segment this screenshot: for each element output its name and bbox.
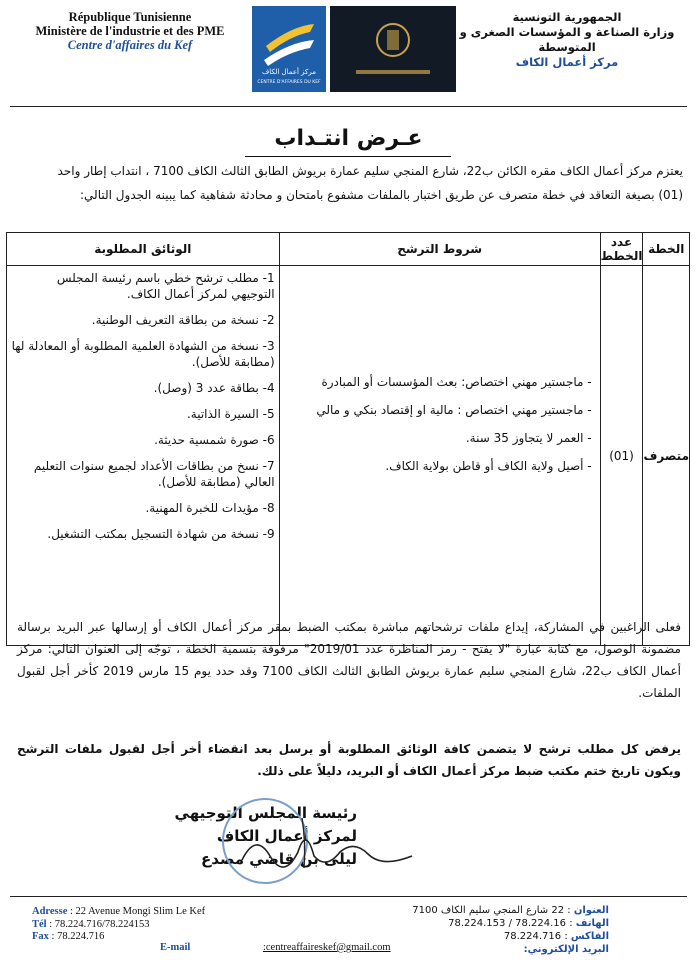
- logo-french-text: CENTRE D'AFFAIRES DU KEF: [257, 80, 321, 85]
- header-ar-line-3: مركز أعمال الكاف: [515, 55, 619, 69]
- header-fr-line-3: Centre d'affaires du Kef: [67, 38, 193, 52]
- header-conditions: شروط الترشح: [279, 233, 600, 266]
- intro-line-1: يعتزم مركز أعمال الكاف مقره الكائن ب22، شارع المنجي سليم عمارة بريوش الطابق الثالث الكاف 7100 ، انتداب إطار واحد: [57, 164, 683, 178]
- rejection-paragraph: يرفض كل مطلب ترشح لا يتضمن كافة الوثائق المطلوبة أو يرسل بعد انقضاء أخر أجل لقبول ملفات الترشح ويكون تاريخ ختم مكتب ضبط مركز أعمال الكاف أو البريد، دليلاً على ذلك.: [17, 742, 681, 778]
- intro-line-2: (01) بصيغة التعاقد في خطة متصرف عن طريق اختبار بالملفات مشفوع بامتحان و محادثة شفاهية كما يبينه الجدول التالي:: [80, 188, 683, 202]
- condition-item: - العمر لا يتجاوز 35 سنة.: [465, 431, 592, 445]
- document-item: 7- نسخ من بطاقات الأعداد لجميع سنوات التعليم العالي (مطابقة للأصل).: [33, 459, 275, 489]
- ar-tel-label: الهاتف: [575, 918, 609, 929]
- document-item: 1- مطلب ترشح خطي باسم رئيسة المجلس التوجيهي لمركز أعمال الكاف.: [56, 271, 275, 301]
- emblem-icon: [330, 6, 456, 92]
- ministry-emblem: [330, 6, 456, 92]
- header-fr-line-1: République Tunisienne: [68, 10, 192, 24]
- condition-item: - ماجستير مهني اختصاص : مالية او إقتصاد بنكي و مالي: [316, 403, 592, 417]
- title-underline: [245, 156, 451, 157]
- header-fr-line-2: Ministère de l'industrie et des PME: [35, 24, 225, 38]
- header-ar-line-2: وزارة الصناعة و المؤسسات الصغرى و المتوسطة: [459, 25, 675, 54]
- header-divider: [10, 106, 687, 107]
- signature-line-3: ليلى بن قاضي مصدع: [201, 850, 357, 868]
- ar-email-label: البريد الإلكتروني:: [523, 944, 609, 955]
- table-row: [7, 266, 690, 646]
- centre-affaires-logo: [252, 6, 326, 92]
- condition-item: - أصيل ولاية الكاف أو قاطن بولاية الكاف.: [385, 459, 592, 473]
- ar-adresse-label: العنوان: [573, 905, 609, 916]
- email-link[interactable]: :centreaffaireskef@gmail.com: [262, 942, 391, 953]
- recruitment-table: [6, 232, 690, 646]
- document-item: 8- مؤيدات للخبرة المهنية.: [145, 501, 275, 515]
- footer-arabic: [412, 904, 609, 956]
- header-french: [14, 10, 246, 52]
- document-item: 3- نسخة من الشهادة العلمية المطلوبة أو المعادلة لها (مطابقة للأصل).: [11, 339, 275, 369]
- conditions-cell: [279, 266, 600, 646]
- adresse-value: : 22 Avenue Mongi Slim Le Kef: [70, 906, 206, 917]
- tel-label: Tél: [32, 918, 47, 930]
- page-title: عـرض انتـداب: [274, 126, 423, 151]
- adresse-label: Adresse: [32, 906, 68, 917]
- header-plan: الخطة: [643, 233, 690, 266]
- header-documents: الوثائق المطلوبة: [7, 233, 280, 266]
- documents-cell: [7, 266, 280, 646]
- ar-fax-label: الفاكس: [570, 931, 609, 942]
- email-label: E-mail: [160, 942, 191, 953]
- header-ar-line-1: الجمهورية التونسية: [512, 10, 622, 24]
- fax-label: Fax: [32, 931, 49, 942]
- documents-list: [7, 270, 279, 542]
- document-item: 2- نسخة من بطاقة التعريف الوطنية.: [91, 313, 275, 327]
- ar-tel-value: : 78.224.16 / 78.224.153: [448, 918, 573, 929]
- header-count: عدد الخطط: [600, 233, 643, 266]
- ar-fax-value: : 78.224.716: [503, 931, 568, 942]
- conditions-list: [280, 374, 600, 474]
- signature-line-1: رئيسة المجلس التوجيهي: [174, 804, 357, 822]
- handwritten-signature-icon: [236, 812, 416, 882]
- table-header-row: [7, 233, 690, 266]
- condition-item: - ماجستير مهني اختصاص: بعث المؤسسات أو المبادرة: [321, 375, 592, 389]
- signature-line-2: لمركز أعمال الكاف: [216, 827, 357, 845]
- count-cell: (01): [600, 266, 643, 646]
- logo-arabic-text: مركز أعمال الكاف: [262, 68, 316, 76]
- document-item: 5- السيرة الذاتية.: [186, 407, 275, 421]
- fax-value: : 78.224.716: [51, 931, 105, 942]
- header-arabic: [451, 10, 683, 70]
- ar-adresse-value: : 22 شارع المنجي سليم الكاف 7100: [412, 905, 571, 916]
- footer-divider: [10, 896, 687, 897]
- tel-value: : 78.224.716/78.224153: [49, 918, 150, 930]
- document-item: 9- نسخة من شهادة التسجيل بمكتب التشغيل.: [47, 527, 275, 541]
- footer-email: [160, 942, 391, 953]
- submission-paragraph: فعلى الراغبين في المشاركة، إيداع ملفات ترشحاتهم مباشرة بمكتب الضبط بمقر مركز أعمال الكاف أو إرسالها عبر البريد برسالة مضمونة الوصول، مع كتابة عبارة "لا يفتح - رمز المناظرة عدد 2019/01" مرفوقة بتسمية الخطة ، توجّه إلى العنوان التالي: مركز أعمال الكاف ب22، شارع المنجي سليم عمارة بريوش الطابق الثالث الكاف 7100 وقد حدد يوم 15 مارس 2019 كأخر أجل لقبول الملفات.: [17, 620, 681, 700]
- plan-cell: متصرف: [643, 266, 690, 646]
- document-item: 4- بطاقة عدد 3 (وصل).: [153, 381, 275, 395]
- footer-french: [32, 906, 205, 944]
- document-item: 6- صورة شمسية حديثة.: [154, 433, 275, 447]
